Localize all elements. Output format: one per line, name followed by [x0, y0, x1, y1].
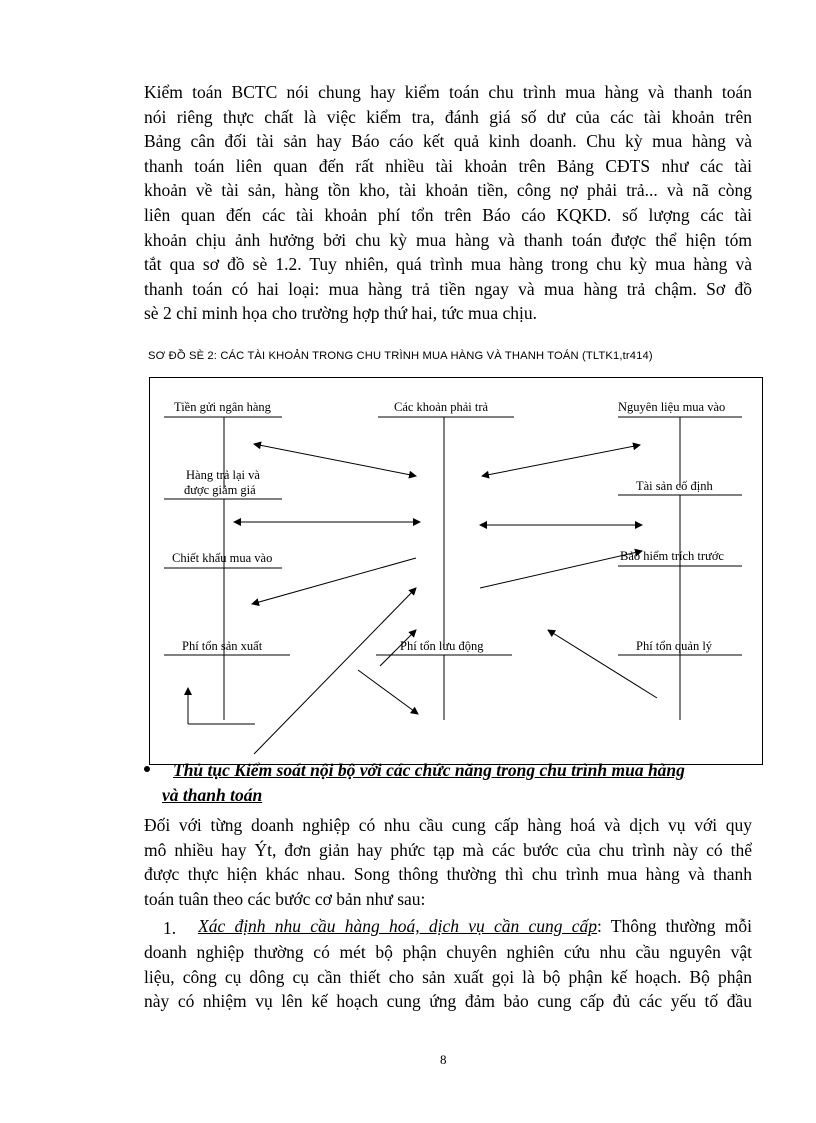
step-title: Xác định nhu cầu hàng hoá, dịch vụ cần cung cấp	[198, 916, 597, 936]
diagram-lines	[150, 378, 764, 766]
account-chiet-khau-mua-vao: Chiết khấu mua vào	[172, 551, 273, 565]
text-line: sè 2 chỉ minh họa cho trường hợp thứ hai, tức mua chịu.	[144, 303, 537, 324]
text-line: toán tuân theo các bước cơ bản như sau:	[144, 888, 426, 909]
text-line: khoản chịu ảnh hưởng bởi chu kỳ mua hàng và thanh toán được thể hiện tóm	[144, 229, 752, 250]
step-first-line-rest: : Thông thường mỗi	[596, 916, 752, 936]
accounts-diagram	[149, 377, 763, 765]
arrow	[358, 670, 418, 714]
section-heading-line2: và thanh toán	[162, 785, 263, 805]
account-phi-ton-luu-dong: Phí tổn lưu động	[400, 639, 484, 653]
text-line: được thực hiện khác nhau. Song thông thường thì chu trình mua hàng và thanh	[144, 864, 752, 885]
arrow	[254, 588, 416, 754]
text-line: nói riêng thực chất là việc kiểm tra, đánh giá số dư của các tài khoản trên	[144, 106, 752, 127]
text-line: Kiểm toán BCTC nói chung hay kiểm toán chu trình mua hàng và thanh toán	[144, 82, 752, 102]
text-line: liệu, công cụ dông cụ cần thiết cho sản xuất gọi là bộ phận kế hoạch. Bộ phận	[144, 966, 752, 987]
text-line: doanh nghiệp thường có mét bộ phận chuyên nghiên cứu nhu cầu nguyên vật	[144, 942, 752, 962]
text-line: này có nhiệm vụ lên kế hoạch cung ứng đảm bảo cung cấp đủ các yếu tố đầu	[144, 991, 752, 1012]
step-number: 1.	[163, 918, 177, 938]
text-line: liên quan đến các tài khoản phí tổn trên Báo cáo KQKD. số lượng các tài	[144, 204, 752, 225]
account-cac-khoan-phai-tra: Các khoản phải trả	[394, 400, 489, 414]
account-hang-tra-lai-line1: Hàng trả lại và	[186, 468, 260, 482]
arrow	[482, 445, 640, 476]
text-line: thanh toán có hai loại: mua hàng trả tiền ngay và mua hàng trả chậm. Sơ đồ	[144, 278, 752, 299]
account-hang-tra-lai-line2: được giảm giá	[184, 483, 256, 497]
account-bao-hiem-trich-truoc: Bảo hiểm trích trước	[620, 549, 724, 563]
text-line: Đối với từng doanh nghiệp có nhu cầu cung cấp hàng hoá và dịch vụ với quy	[144, 815, 752, 835]
account-phi-ton-quan-ly: Phí tổn quản lý	[636, 639, 713, 653]
body-paragraph	[144, 813, 752, 911]
arrow	[254, 444, 416, 476]
bullet-icon	[144, 766, 150, 772]
intro-paragraph	[144, 80, 752, 326]
text-line: tắt qua sơ đồ sè 1.2. Tuy nhiên, quá trình mua hàng trong chu kỳ mua hàng và	[144, 254, 752, 275]
arrow	[480, 551, 642, 588]
diagram-caption: SƠ ĐỒ SÈ 2: CÁC TÀI KHOẢN TRONG CHU TRÌNH MUA HÀNG VÀ THANH TOÁN (TLTK1,tr414)	[148, 350, 653, 362]
text-line: khoản về tài sản, hàng tồn kho, tài khoản tiền, công nợ phải trả... và nã còng	[144, 180, 752, 201]
step-paragraph	[144, 940, 752, 1014]
text-line	[198, 914, 752, 939]
account-tai-san-co-dinh: Tài sản cố định	[636, 479, 713, 493]
account-nguyen-lieu-mua-vao: Nguyên liệu mua vào	[618, 400, 726, 414]
account-phi-ton-san-xuat: Phí tổn sản xuất	[182, 639, 263, 653]
account-tien-gui-ngan-hang: Tiền gửi ngân hàng	[174, 400, 271, 414]
text-line: Bảng cân đối tài sản hay Báo cáo kết quả kinh doanh. Chu kỳ mua hàng và	[144, 131, 752, 152]
page-number: 8	[440, 1052, 447, 1067]
text-line: mô nhiều hay Ýt, đơn giản hay phức tạp mà các bước của chu trình này có thể	[144, 839, 752, 860]
step-first-line	[198, 914, 752, 939]
arrow	[252, 558, 416, 604]
section-heading-line1: Thủ tục Kiểm soát nội bộ với các chức năng trong chu trình mua hàng	[173, 760, 685, 780]
text-line: thanh toán liên quan đến rất nhiều tài khoản trên Bảng CĐTS như các tài	[144, 155, 752, 176]
